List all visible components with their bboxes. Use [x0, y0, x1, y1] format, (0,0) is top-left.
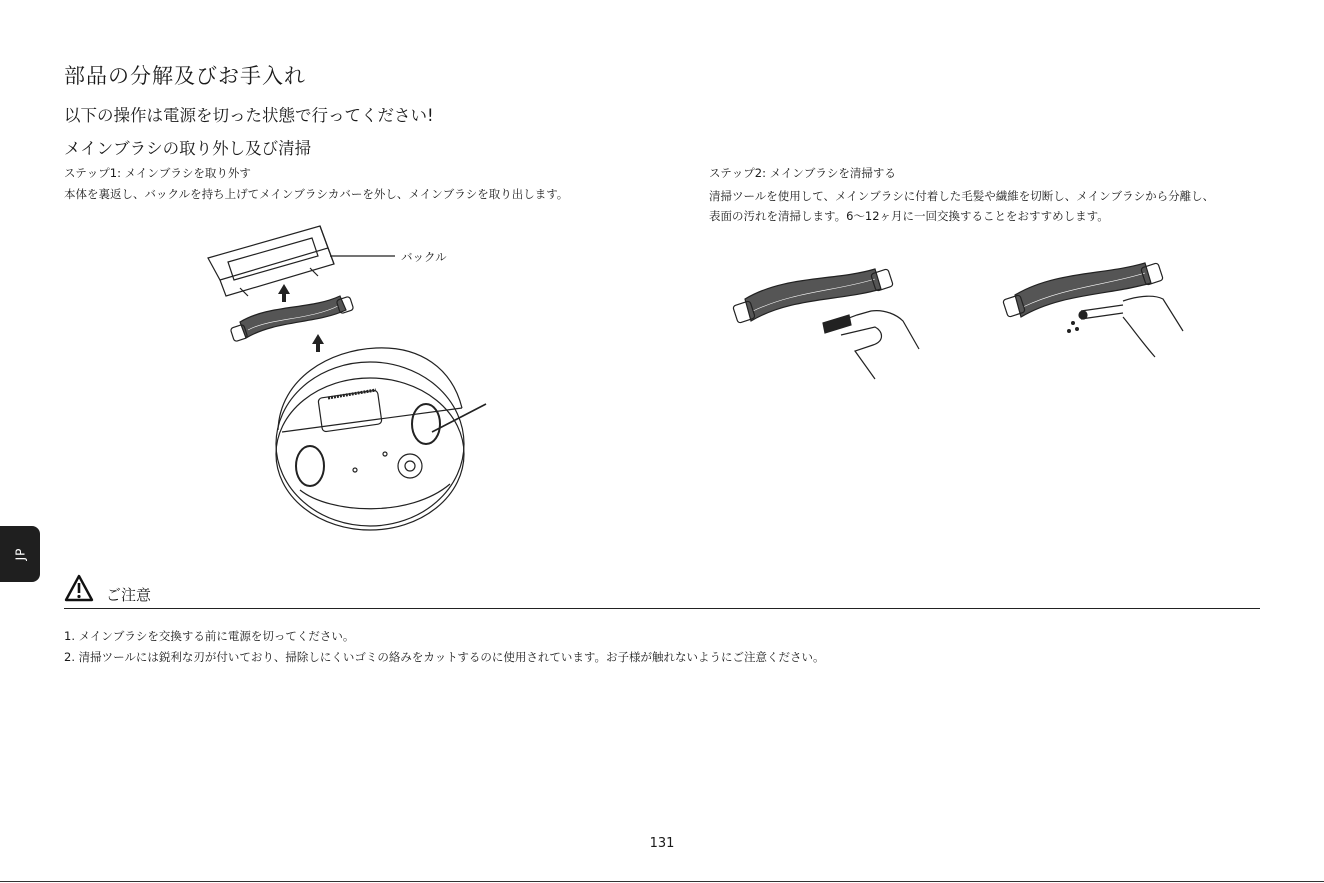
bottom-divider — [0, 881, 1324, 882]
arrow-up-icon — [312, 334, 324, 352]
brush-cleaning-illustration — [995, 245, 1195, 365]
buckle-label: バックル — [401, 250, 447, 264]
caution-title: ご注意 — [106, 586, 152, 604]
caution-note-item: 2. 清掃ツールには鋭利な刃が付いており、掃除しにくいゴミの絡みをカットするのに使用されています。お子様が触れないようにご注意ください。 — [64, 650, 825, 664]
caution-divider — [64, 608, 1260, 609]
step2-description — [709, 186, 1279, 226]
brush-cover-image — [208, 226, 334, 296]
language-tab — [0, 526, 40, 582]
step2-desc-line2: 表面の汚れを清掃します。6〜12ヶ月に一回交換することをおすすめします。 — [709, 209, 1109, 223]
caution-note-item: 1. メインブラシを交換する前に電源を切ってください。 — [64, 629, 355, 643]
step2-title: ステップ2: メインブラシを清掃する — [709, 166, 896, 180]
hand-with-tool-image — [823, 311, 919, 379]
brush-cutting-illustration — [725, 255, 925, 385]
step1-description: 本体を裏返し、バックルを持ち上げてメインブラシカバーを外し、メインブラシを取り出します。 — [64, 187, 569, 201]
robot-vacuum-underside-image — [276, 348, 486, 530]
language-tab-label: JP — [13, 547, 27, 561]
step2-desc-line1: 清掃ツールを使用して、メインブラシに付着した毛髪や繊維を切断し、メインブラシから分離し、 — [709, 189, 1215, 203]
main-brush-image — [1003, 263, 1164, 318]
hand-with-tool-image — [1068, 296, 1183, 357]
page-number: 131 — [649, 836, 675, 851]
arrow-up-icon — [278, 284, 290, 302]
step1-title: ステップ1: メインブラシを取り外す — [64, 166, 251, 180]
brush-removal-illustration — [200, 218, 500, 538]
main-brush-image — [733, 269, 894, 324]
page-title: 部品の分解及びお手入れ — [64, 64, 306, 88]
main-brush-image — [230, 296, 354, 342]
section-heading: メインブラシの取り外し及び清掃 — [64, 139, 312, 158]
caution-notes — [64, 626, 825, 668]
power-off-warning: 以下の操作は電源を切った状態で行ってください! — [64, 106, 434, 125]
warning-icon — [64, 574, 94, 602]
